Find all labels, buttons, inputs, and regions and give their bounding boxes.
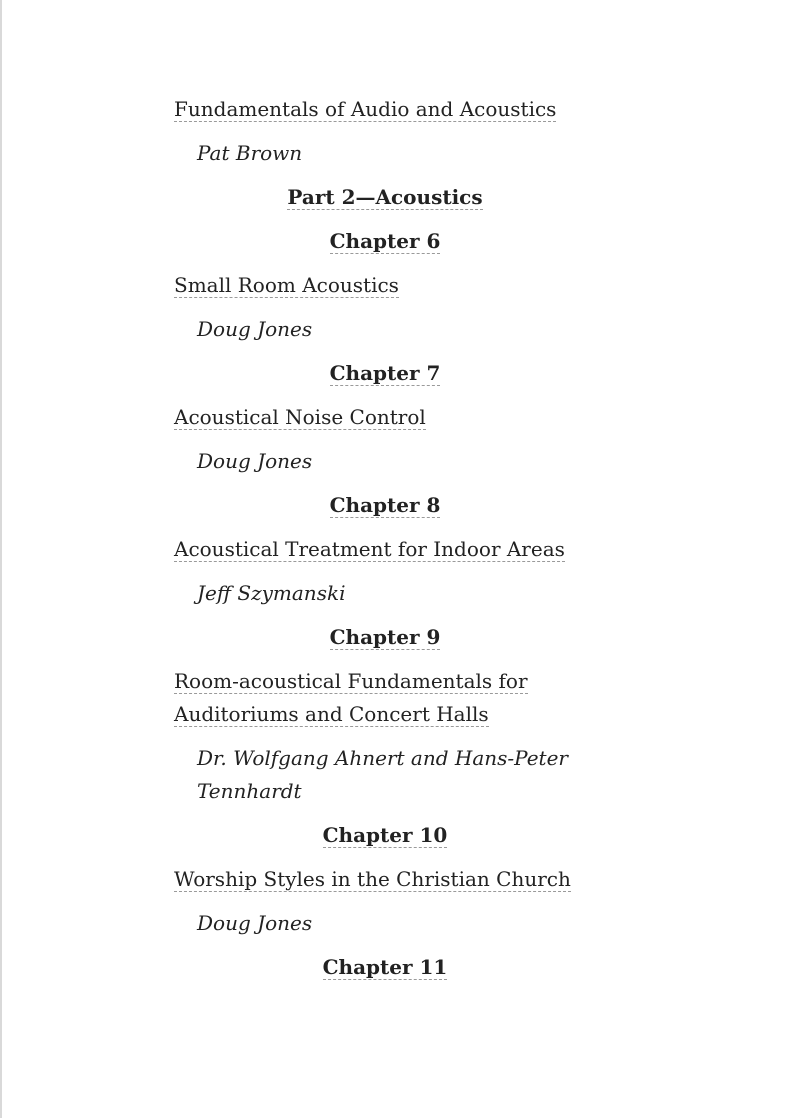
- chapter-author: Doug Jones: [197, 449, 313, 473]
- chapter-title-link[interactable]: Fundamentals of Audio and Acoustics: [174, 97, 557, 121]
- chapter-heading-link[interactable]: Chapter 7: [329, 361, 441, 385]
- chapter-heading-link[interactable]: Chapter 10: [322, 823, 448, 847]
- chapter-author: Dr. Wolfgang Ahnert and Hans-Peter Tennhardt: [197, 746, 568, 803]
- chapter-heading-link[interactable]: Chapter 8: [329, 493, 441, 517]
- chapter-heading-link[interactable]: Chapter 9: [329, 625, 441, 649]
- chapter-author: Jeff Szymanski: [197, 581, 346, 605]
- table-of-contents: [174, 93, 584, 984]
- part-heading-link[interactable]: Part 2—Acoustics: [287, 185, 483, 209]
- chapter-title-link[interactable]: Acoustical Noise Control: [174, 405, 426, 429]
- chapter-author: Pat Brown: [197, 141, 303, 165]
- chapter-author: Doug Jones: [197, 911, 313, 935]
- chapter-heading-link[interactable]: Chapter 6: [329, 229, 441, 253]
- page-edge-divider: [0, 0, 2, 1118]
- chapter-title-link[interactable]: Worship Styles in the Christian Church: [174, 867, 571, 891]
- chapter-title-link[interactable]: Room-acoustical Fundamentals for Auditoriums and Concert Halls: [174, 669, 528, 726]
- chapter-heading-link[interactable]: Chapter 11: [322, 955, 448, 979]
- chapter-title-link[interactable]: Small Room Acoustics: [174, 273, 399, 297]
- chapter-author: Doug Jones: [197, 317, 313, 341]
- chapter-title-link[interactable]: Acoustical Treatment for Indoor Areas: [174, 537, 565, 561]
